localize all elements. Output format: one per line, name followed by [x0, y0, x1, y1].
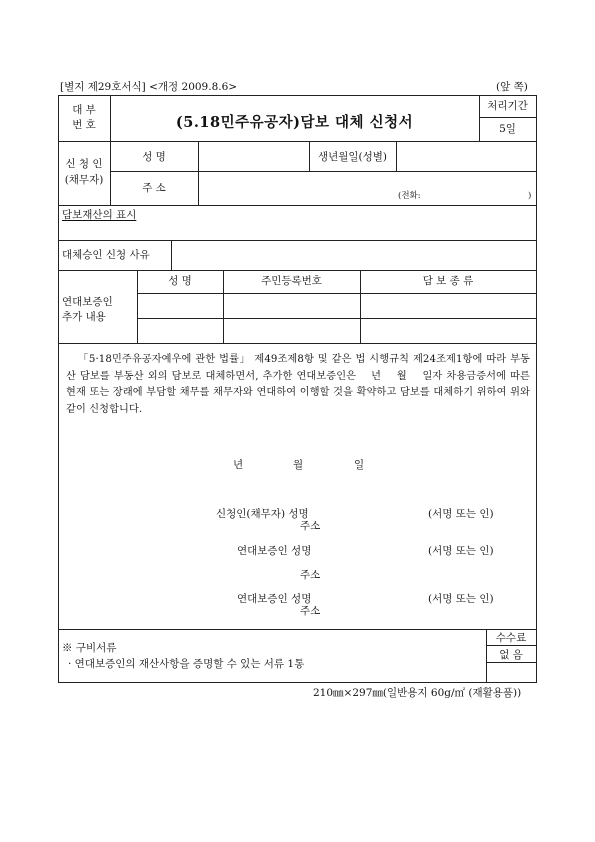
applicant-sign-label: 신청인(채무자) 성명 — [216, 508, 309, 520]
applicant-label-2: (채무자) — [64, 174, 104, 186]
applicant-birth-field[interactable] — [397, 142, 535, 170]
divider — [58, 270, 537, 271]
guarantor-2-sign-label: 연대보증인 성명 — [237, 593, 312, 605]
applicant-name-field[interactable] — [199, 142, 308, 170]
frame-bottom — [58, 682, 537, 683]
date-year: 년 — [233, 459, 244, 471]
applicant-address-label: 주 소 — [142, 182, 166, 194]
date-day: 일 — [354, 459, 365, 471]
processing-period-value: 5일 — [499, 123, 516, 135]
fee-label: 수수료 — [495, 632, 527, 644]
divider — [58, 205, 537, 206]
fee-value: 없 음 — [499, 649, 523, 661]
applicant-phone-label: (전화: — [398, 191, 421, 201]
applicant-phone-close: ) — [528, 191, 532, 201]
guarantor-1-collateral-field[interactable] — [361, 294, 535, 317]
applicant-name-label: 성 명 — [142, 151, 166, 163]
reason-label: 대체승인 신청 사유 — [62, 249, 150, 261]
applicant-label-1: 신 청 인 — [65, 158, 103, 170]
statement-text: 「5·18민주유공자예우에 관한 법률」 제49조제8항 및 같은 법 시행규칙 제24조제1항에 따라 부동산 담보를 부동산 외의 담보로 대체하면서, 추가한 연대보증인은 년 월 일자 차용금증서에 따른 현재 또는 장래에 부담할 채무를 채무자와 연대하여 이행할 것을 확약하고 담보를 대체하기 위하여 위와 같이 신청합니다. — [66, 354, 530, 415]
guarantor-1-id-field[interactable] — [224, 294, 359, 317]
guarantor-1-sign-address-label: 주소 — [300, 569, 321, 581]
loan-number-label-2: 번 호 — [72, 119, 96, 131]
applicant-sign-note: (서명 또는 인) — [428, 508, 494, 520]
collateral-label: 담보재산의 표시 — [62, 209, 137, 221]
divider — [58, 343, 537, 344]
guarantor-label-1: 연대보증인 — [62, 296, 113, 308]
page-side-label: (앞 쪽) — [496, 81, 528, 93]
divider — [58, 629, 537, 630]
reason-field[interactable] — [172, 241, 535, 269]
frame-top — [58, 95, 537, 96]
document-title: (5.18민주유공자)담보 대체 신청서 — [175, 114, 414, 131]
guarantor-header-collateral-type: 담 보 종 류 — [422, 275, 474, 287]
divider — [479, 117, 536, 118]
guarantor-2-id-field[interactable] — [224, 319, 359, 342]
divider — [486, 645, 536, 646]
applicant-sign-address-label: 주소 — [300, 520, 321, 532]
divider — [486, 662, 536, 663]
guarantor-2-sign-address-label: 주소 — [300, 605, 321, 617]
processing-period-label: 처리기간 — [487, 100, 528, 112]
guarantor-2-sign-note: (서명 또는 인) — [428, 593, 494, 605]
guarantor-label-2: 추가 내용 — [62, 311, 106, 323]
guarantor-header-name: 성 명 — [168, 275, 192, 287]
guarantor-2-name-field[interactable] — [138, 319, 222, 342]
guarantor-header-id: 주민등록번호 — [261, 275, 322, 287]
guarantor-1-sign-label: 연대보증인 성명 — [237, 545, 312, 557]
applicant-birth-label: 생년월일(성별) — [317, 151, 388, 163]
form-number: [별지 제29호서식] <개정 2009.8.6> — [60, 81, 238, 93]
loan-number-label-1: 대 부 — [72, 104, 96, 116]
frame-right — [536, 95, 537, 682]
required-docs-item: · 연대보증인의 재산사항을 증명할 수 있는 서류 1통 — [68, 658, 305, 670]
date-month: 월 — [293, 459, 304, 471]
required-docs-title: ※ 구비서류 — [62, 642, 117, 654]
applicant-address-field[interactable] — [199, 172, 535, 204]
guarantor-1-name-field[interactable] — [138, 294, 222, 317]
collateral-field[interactable] — [60, 222, 534, 238]
guarantor-2-collateral-field[interactable] — [361, 319, 535, 342]
divider — [110, 141, 111, 205]
guarantor-1-sign-note: (서명 또는 인) — [428, 545, 494, 557]
paper-spec: 210㎜×297㎜(일반용지 60g/㎡ (재활용품)) — [313, 687, 522, 699]
